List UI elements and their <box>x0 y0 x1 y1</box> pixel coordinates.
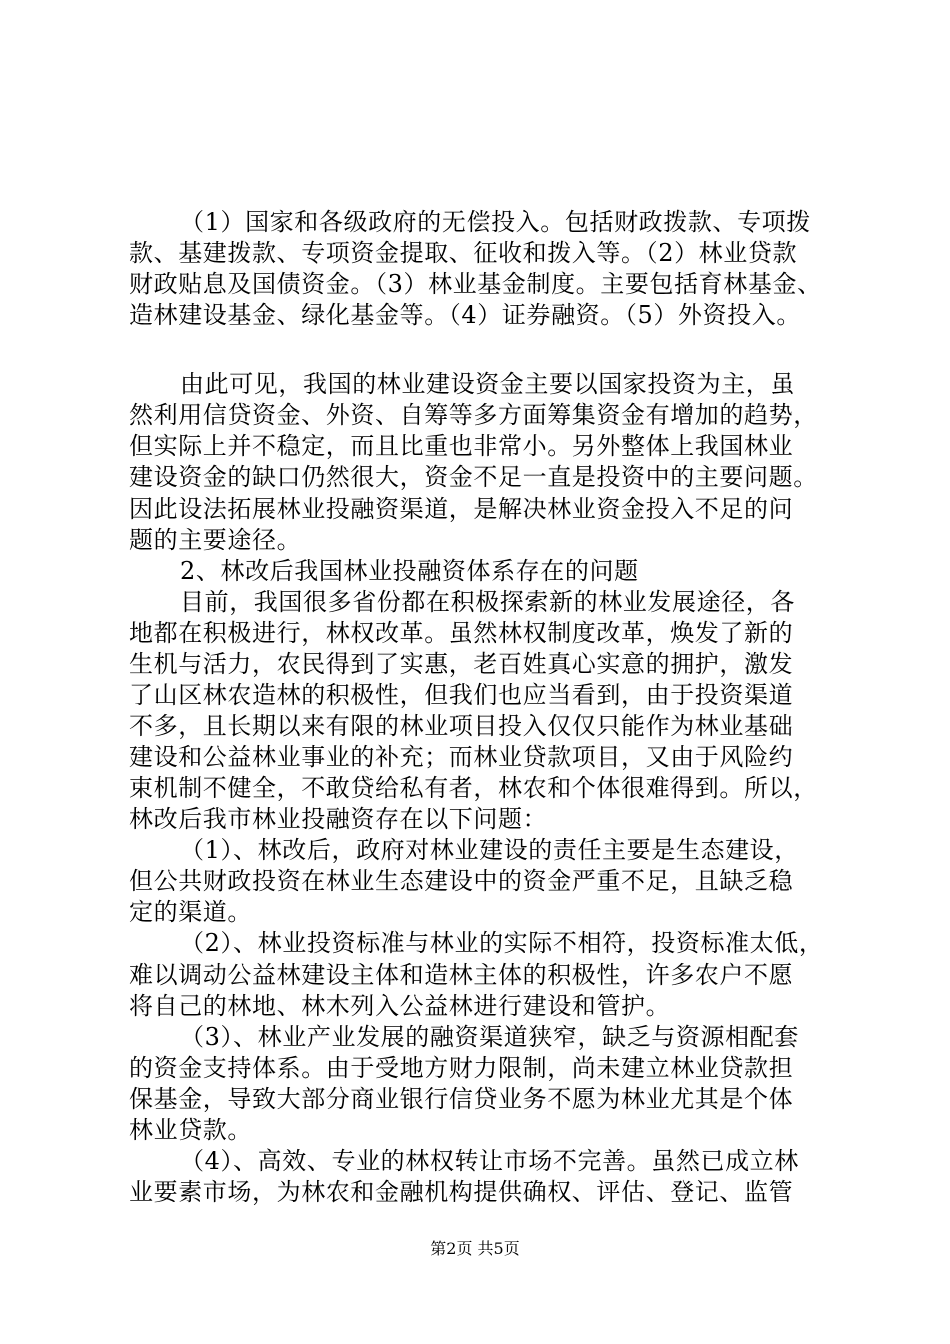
paragraph-2-line: 因此设法拓展林业投融资渠道，是解决林业资金投入不足的问 <box>129 495 794 523</box>
paragraph-3-line: 束机制不健全，不敢贷给私有者，林农和个体很难得到。所以， <box>129 774 818 802</box>
paragraph-3-line: 目前，我国很多省份都在积极探索新的林业发展途径，各 <box>180 588 795 616</box>
paragraph-3-line: 地都在积极进行，林权改革。虽然林权制度改革，焕发了新的 <box>129 619 794 647</box>
item-3-line: 林业贷款。 <box>129 1116 252 1144</box>
paragraph-1-line: 造林建设基金、绿化基金等。（4）证券融资。（5）外资投入。 <box>129 301 801 329</box>
item-1-line: 定的渠道。 <box>129 898 252 926</box>
item-4-line: （4）、高效、专业的林权转让市场不完善。虽然已成立林 <box>180 1147 799 1175</box>
paragraph-1-line: 财政贴息及国债资金。（3）林业基金制度。主要包括育林基金、 <box>129 270 822 298</box>
paragraph-3-line: 建设和公益林业事业的补充；而林业贷款项目，又由于风险约 <box>129 743 794 771</box>
paragraph-2-line: 建设资金的缺口仍然很大，资金不足一直是投资中的主要问题。 <box>129 463 818 491</box>
item-1-line: （1）、林改后，政府对林业建设的责任主要是生态建设， <box>180 836 799 864</box>
item-3-line: （3）、林业产业发展的融资渠道狭窄，缺乏与资源相配套 <box>180 1023 799 1051</box>
item-3-line: 的资金支持体系。由于受地方财力限制，尚未建立林业贷款担 <box>129 1054 794 1082</box>
paragraph-1-line: 款、基建拨款、专项资金提取、征收和拨入等。（2）林业贷款 <box>129 239 798 267</box>
item-2-line: （2）、林业投资标准与林业的实际不相符，投资标准太低， <box>180 929 824 957</box>
paragraph-3-line: 不多，且长期以来有限的林业项目投入仅仅只能作为林业基础 <box>129 712 794 740</box>
paragraph-1-line: （1）国家和各级政府的无偿投入。包括财政拨款、专项拨 <box>180 208 811 236</box>
paragraph-3-line: 生机与活力，农民得到了实惠，老百姓真心实意的拥护，激发 <box>129 650 794 678</box>
item-2-line: 将自己的林地、林木列入公益林进行建设和管护。 <box>129 992 671 1020</box>
paragraph-3-line: 了山区林农造林的积极性，但我们也应当看到，由于投资渠道 <box>129 681 794 709</box>
paragraph-2-line: 题的主要途径。 <box>129 526 302 554</box>
section-heading: 2、林改后我国林业投融资体系存在的问题 <box>180 557 639 585</box>
item-1-line: 但公共财政投资在林业生态建设中的资金严重不足，且缺乏稳 <box>129 867 794 895</box>
item-3-line: 保基金，导致大部分商业银行信贷业务不愿为林业尤其是个体 <box>129 1085 794 1113</box>
item-4-line: 业要素市场，为林农和金融机构提供确权、评估、登记、监管 <box>129 1178 794 1206</box>
paragraph-2-line: 但实际上并不稳定，而且比重也非常小。另外整体上我国林业 <box>129 432 794 460</box>
paragraph-2-line: 然利用信贷资金、外资、自筹等多方面筹集资金有增加的趋势， <box>129 401 818 429</box>
page-footer: 第2页 共5页 <box>430 1239 520 1258</box>
paragraph-2-line: 由此可见，我国的林业建设资金主要以国家投资为主，虽 <box>180 370 795 398</box>
item-2-line: 难以调动公益林建设主体和造林主体的积极性，许多农户不愿 <box>129 961 794 989</box>
paragraph-3-line: 林改后我市林业投融资存在以下问题： <box>129 805 548 833</box>
